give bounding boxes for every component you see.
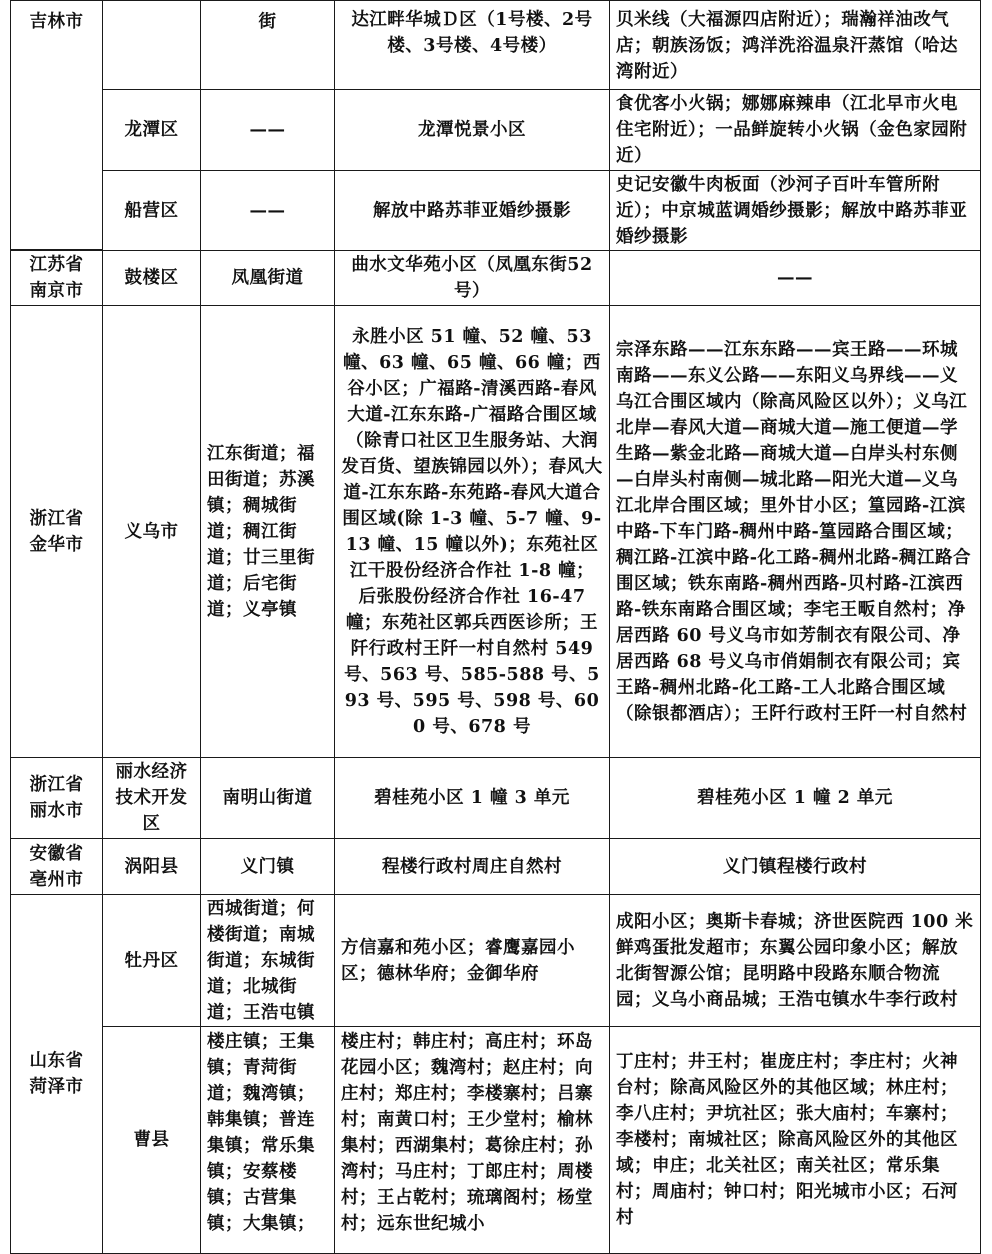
place-text: 达江畔华城Ｄ区（1号楼、2号楼、3号楼、4号楼） <box>351 10 593 56</box>
street-label: 凤凰街道 <box>231 268 304 288</box>
street-cell <box>200 838 335 895</box>
street-cell <box>200 0 335 90</box>
track-text: 义门镇程楼行政村 <box>723 856 867 877</box>
track-text: 成阳小区；奥斯卡春城；济世医院西 100 米鲜鸡蛋批发超市；东翼公园印象小区；解放北街智源公馆；昆明路中段路东顺合物流园；义乌小商品城；王浩屯镇水牛李行政村 <box>616 911 974 1010</box>
city-label: 浙江省金华市 <box>29 508 84 555</box>
track-cell <box>609 250 981 306</box>
place-cell <box>334 894 610 1027</box>
place-text: 龙潭悦景小区 <box>418 120 526 140</box>
track-cell <box>609 170 981 251</box>
track-cell <box>609 89 981 171</box>
street-label: 楼庄镇；王集镇；青菏街道；魏湾镇；韩集镇；普连集镇；常乐集镇；安蔡楼镇；古营集镇；大集镇； <box>207 1032 315 1234</box>
track-text: 史记安徽牛肉板面（沙河子百叶车管所附近）；中京城蓝调婚纱摄影；解放中路苏菲亚婚纱摄影 <box>616 174 968 247</box>
place-text: 永胜小区 51 幢、52 幢、53 幢、63 幢、65 幢、66 幢；西谷小区；广福路-清溪西路-春风大道-江东东路-广福路合围区域（除青口社区卫生服务站、大润发百货、望族锦园以外）；春风大道-江东东路-东苑路-春风大道合围区域(除 1-3 幢、5-7 幢、9-13 幢、15 幢以外)；东苑社区江干股份经济合作社 1-8 幢；后张股份经济合作社 16-47 幢；东苑社区郭兵西医诊所；王阡行政村王阡一村自然村 549 号、563 号、585-588 号、593 号、595 号、598 号、600 号、678 号 <box>341 326 603 737</box>
street-cell <box>200 305 335 758</box>
district-label: 龙潭区 <box>124 120 179 140</box>
place-text: 碧桂苑小区 1 幢 3 单元 <box>374 788 570 808</box>
city-label: 江苏省南京市 <box>29 255 84 301</box>
district-cell <box>102 305 201 758</box>
street-cell <box>200 250 335 306</box>
street-cell <box>200 757 335 839</box>
street-label: 南明山街道 <box>222 788 313 808</box>
street-cell <box>200 170 335 251</box>
city-cell-lishui <box>10 757 103 839</box>
place-text: 方信嘉和苑小区；睿鹰嘉园小区；德林华府；金御华府 <box>341 937 575 984</box>
district-cell <box>102 250 201 306</box>
place-text: 楼庄村；韩庄村；高庄村；环岛花园小区；魏湾村；赵庄村；向庄村；郑庄村；李楼寨村；吕寨村；南黄口村；王少堂村；榆林集村；西湖集村；葛徐庄村；孙湾村；马庄村；丁郎庄村；周楼村；王占乾村；琉璃阁村；杨堂村；远东世纪城小 <box>341 1032 593 1234</box>
district-cell <box>102 170 201 251</box>
district-cell <box>102 894 201 1027</box>
track-text: 丁庄村；井王村；崔庞庄村；李庄村；火神台村；除高风险区外的其他区域；林庄村；李八庄村；尹坑社区；张大庙村；车寨村；李楼村；南城社区；除高风险区外的其他区域；申庄；北关社区；南关社区；常乐集村；周庙村；钟口村；阳光城市小区；石河村 <box>616 1052 958 1228</box>
place-cell <box>334 0 610 90</box>
street-label: —— <box>249 200 286 221</box>
track-cell <box>609 0 981 90</box>
street-label: 街 <box>258 12 277 32</box>
track-text: 宗泽东路——江东东路——宾王路——环城南路——东义公路——东阳义乌界线——义乌江合围区域内（除高风险区以外）；义乌江北岸—春风大道—商城大道—施工便道—学生路—紫金北路—商城大道—白岸头村东侧—白岸头村南侧—城北路—阳光大道—义乌江北岸合围区域；里外甘小区；篁园路-江滨中路-下车门路-稠州中路-篁园路合围区域；稠江路-江滨中路-化工路-稠州北路-稠江路合围区域；铁东南路-稠州西路-贝村路-江滨西路-铁东南路合围区域；李宅王畈自然村；净居西路 60 号义乌市如芳制衣有限公司、净居西路 68 号义乌市俏娟制衣有限公司；宾王路-稠州北路-化工路-工人北路合围区域（除银都酒店）；王阡行政村王阡一村自然村 <box>616 339 972 724</box>
track-cell <box>609 305 981 758</box>
track-text: 贝米线（大福源四店附近）；瑞瀚祥油改气店；朝族汤饭；鸿洋洗浴温泉汗蒸馆（哈达湾附近） <box>616 10 958 82</box>
district-label: 船营区 <box>124 200 179 221</box>
place-cell <box>334 89 610 171</box>
street-label: 西城街道；何楼街道；南城街道；东城街道；北城街道；王浩屯镇 <box>207 898 315 1023</box>
track-text: 碧桂苑小区 1 幢 2 单元 <box>697 788 893 808</box>
city-cell-bozhou <box>10 838 103 895</box>
district-cell <box>102 838 201 895</box>
street-cell <box>200 1026 335 1254</box>
track-text: 食优客小火锅；娜娜麻辣串（江北早市火电住宅附近）；一品鲜旋转小火锅（金色家园附近） <box>616 94 968 166</box>
street-label: 义门镇 <box>240 856 295 877</box>
district-label: 曹县 <box>133 1130 170 1150</box>
place-cell <box>334 838 610 895</box>
city-cell-jilin <box>10 0 103 250</box>
city-label: 安徽省亳州市 <box>29 843 84 890</box>
district-cell <box>102 757 201 839</box>
track-cell <box>609 838 981 895</box>
district-cell <box>102 0 201 90</box>
place-cell <box>334 757 610 839</box>
place-cell <box>334 250 610 306</box>
city-label: 山东省菏泽市 <box>29 1051 84 1097</box>
city-label: 吉林市 <box>29 12 84 32</box>
city-cell-jinhua <box>10 305 103 758</box>
city-cell-nanjing <box>10 250 103 306</box>
place-text: 程楼行政村周庄自然村 <box>382 856 562 877</box>
place-text: 解放中路苏菲亚婚纱摄影 <box>373 200 571 221</box>
district-label: 涡阳县 <box>124 856 179 877</box>
street-cell <box>200 894 335 1027</box>
place-text: 曲水文华苑小区（凤凰东街52号） <box>351 255 593 301</box>
place-cell <box>334 305 610 758</box>
district-cell <box>102 1026 201 1254</box>
district-cell <box>102 89 201 171</box>
track-cell <box>609 757 981 839</box>
city-label: 浙江省丽水市 <box>29 775 84 821</box>
district-label: 鼓楼区 <box>124 268 179 288</box>
track-cell <box>609 1026 981 1254</box>
place-cell <box>334 170 610 251</box>
district-label: 义乌市 <box>124 521 179 542</box>
track-text: —— <box>777 268 813 288</box>
district-label: 丽水经济技术开发区 <box>115 762 188 834</box>
district-label: 牡丹区 <box>124 950 179 971</box>
street-cell <box>200 89 335 171</box>
city-cell-heze <box>10 894 103 1254</box>
street-label: —— <box>249 120 286 140</box>
street-label: 江东街道；福田街道；苏溪镇；稠城街道；稠江街道；廿三里街道；后宅街道；义亭镇 <box>207 443 315 620</box>
place-cell <box>334 1026 610 1254</box>
track-cell <box>609 894 981 1027</box>
